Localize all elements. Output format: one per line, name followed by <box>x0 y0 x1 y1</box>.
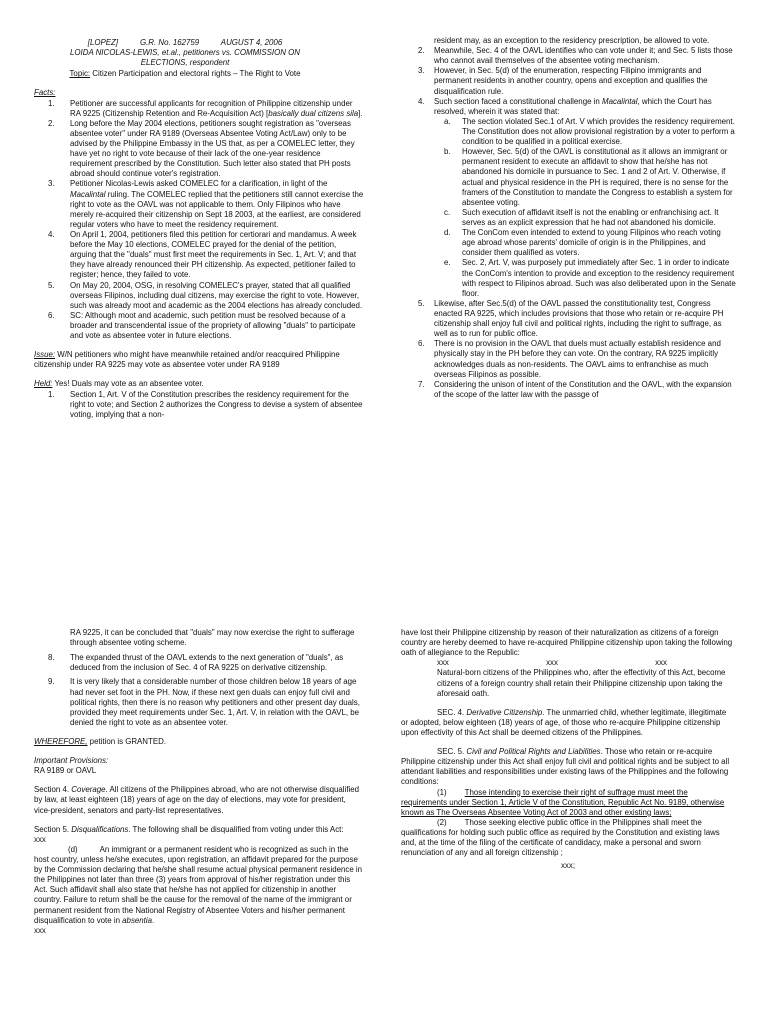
sub-item <box>442 208 736 228</box>
section5d-label: (d) <box>68 844 78 854</box>
facts-item-text: Petitioner are successful applicants for recognition of Philippine citizenship under RA 9225 (Citizenship Retention and Re-Acquisition Act) [basically dual citizens sila]. <box>70 98 363 118</box>
held-list-continued <box>418 46 736 117</box>
held-item <box>418 299 736 339</box>
sec4-derivative-text: . The unmarried child, whether legitimate, illegitimate or adopted, below eighteen (18) years of age, of those who re-acquire Philippine citizenship upon effectivity of this Act shall be deemed citizens of the Philippines. <box>401 707 727 737</box>
list-number: 9. <box>48 677 55 687</box>
issue-paragraph <box>34 350 364 370</box>
facts-item <box>44 179 364 230</box>
condition-1-text: Those intending to exercise their right of suffrage must meet the requirements under Section 1, Article V of the Constitution, Republic Act No. 9189, otherwise known as The Overseas Absentee Voting Act of 2003 and other existing laws; <box>401 787 725 817</box>
facts-item-text: On April 1, 2004, petitioners filed this petition for certiorari and mandamus. A week before the May 10 elections, COMELEC prayed for the denial of the petition, arguing that the "duals" must first meet the requirements in Sec. 1, Art. V; and that they have already renounced their PH citizenship. As expected, petitioner failed to register; hence, they failed to vote. <box>70 229 357 280</box>
sec4-derivative-label: SEC. 4. <box>437 707 467 717</box>
macalintal-sub-list <box>418 117 736 299</box>
section5d-italic: absentia <box>122 915 153 925</box>
condition-1 <box>401 788 735 818</box>
sec4-derivative-title: Derivative Citizenship <box>466 707 543 717</box>
facts-item-text: Petitioner Nicolas-Lewis asked COMELEC for a clarification, in light of the Macalintal ruling. The COMELEC replied that the petitioners still cannot exercise the right to vote as the OAVL was not applicable to them. Only Filipinos who have merely re-acquired their citizenship on Sept 18 2003, at the earliest, are considered regular voters who have to meet the residency requirement. <box>70 179 364 229</box>
held-item-text: There is no provision in the OAVL that duels must actually establish residence and physically stay in the PH before they can vote. On the contrary, RA 9225 implicitly acknowledges duals as non-residents. The OAVL aims to enfranchise as much overseas Filipinos as possible. <box>434 339 721 379</box>
held-item <box>418 380 736 400</box>
held-list-continued-2 <box>418 299 736 400</box>
list-number: 2. <box>418 46 425 56</box>
list-number: 8. <box>48 653 55 663</box>
section4-text: . All citizens of the Philippines abroad, who are not otherwise disqualified by law, at least eighteen (18) years of age on the day of elections, may vote for president, vice-president, senators and party-list representatives. <box>34 785 360 815</box>
facts-item <box>44 230 364 281</box>
topic-text: Citizen Participation and electoral rights – The Right to Vote <box>90 69 301 79</box>
condition-1-number: (1) <box>437 787 447 797</box>
held-item <box>44 677 364 728</box>
omission-marker-end: xxx; <box>560 861 576 871</box>
list-number: 1. <box>48 389 55 399</box>
list-letter: b. <box>444 147 451 157</box>
facts-item-text: Long before the May 2004 elections, petitioners sought registration as "overseas absentee voter" under RA 9189 (Overseas Absentee Voting Act/Law) only to be advised by the Philippine Embassy in the US that, as per a COMELEC letter, they have yet no right to vote because of their lack of the one-year residence requirement prescribed by the Constitution. Such letter also stated that PH posts abroad should continue voter's registration. <box>70 118 355 179</box>
held-item-continuation: resident may, as an exception to the residency prescription, be allowed to vote. <box>434 36 710 45</box>
section5d-text: An immigrant or a permanent resident who is recognized as such in the host country, unless he/she executes, upon registration, an affidavit prepared for the purpose by the Commission declaring that he/she shall resume actual physical permanent residence in the Philippines not later than three (3) years from approval of his/her registration under this Act. Such affidavit shall also state that he/she has not applied for citizenship in another country. Failure to return shall be the cause for the removal of the name of the immigrant or permanent resident from the National Registry of Absentee Voters and his/her permanent disqualification to vote in <box>34 844 363 925</box>
sub-item-text: Sec. 2, Art. V, was purposely put immediately after Sec. 1 in order to indicate the ConCom's intention to provide and exception to the residency requirement with respect to Filipinos abroad. Such was also deliberated upon in the Senate floor. <box>462 258 736 298</box>
held-item-text: Likewise, after Sec.5(d) of the OAVL passed the constitutionality test, Congress enacted RA 9225, which includes provisions that those who retain or re-acquire PH citizenship shall enjoy full civil and political rights, including the right to suffrage, as well as to run for public office. <box>434 298 724 339</box>
condition-2 <box>401 818 735 858</box>
omission-marker-partial: xxx <box>34 925 46 935</box>
held-item-continuation: RA 9225, it can be concluded that "duals" may now exercise the right to sufferage through absentee voting scheme. <box>70 628 355 648</box>
wherefore-label: WHEREFORE, <box>34 736 88 746</box>
held-item-text: Section 1, Art. V of the Constitution prescribes the residency requirement for the right to vote; and Section 2 authorizes the Congress to devise a system of absentee voting, implying that a non- <box>70 389 363 419</box>
held-item-text: It is very likely that a considerable number of those children below 18 years of age had never set foot in the PH. Now, if these next gen duals can enjoy full civil and political rights, then there is no reason why petitioners and other present day duals, provided they meet requirements under Sec. 1, Art. V, in relation with the OAVL, be denied the right to vote as an absentee voter. <box>70 677 360 727</box>
sec5-civil-label: SEC. 5. <box>437 747 467 757</box>
omission-marker: xxx <box>34 834 46 844</box>
case-header-line1: [LOPEZ] G.R. No. 162759 AUGUST 4, 2006 <box>87 38 283 47</box>
held-item-text: Considering the unison of intent of the Constitution and the OAVL, with the expansion of the scope of the latter law with the passge of <box>434 379 732 399</box>
held-item <box>418 46 736 66</box>
held-item <box>418 97 736 117</box>
page2-right-column <box>401 628 735 871</box>
held-list-continued-3 <box>34 653 364 728</box>
sub-item <box>442 228 736 258</box>
facts-heading: Facts: <box>34 88 56 98</box>
list-number: 2. <box>48 118 55 128</box>
condition-2-text: Those seeking elective public office in the Philippines shall meet the qualifications for holding such public office as required by the Constitution and existing laws and, at the time of the filing of the certificate of candidacy, make a personal and sworn renunciation of any and all foreign citizenship ; <box>401 817 720 858</box>
section5d-paragraph <box>34 845 364 926</box>
case-header-line2: LOIDA NICOLAS-LEWIS, et.al., petitioners vs. COMMISSION ON <box>70 48 300 58</box>
omission-row <box>437 658 667 668</box>
held-item-text: Meanwhile, Sec. 4 of the OAVL identifies who can vote under it; and Sec. 5 lists those who cannot avail themselves of the absentee voting mechanism. <box>434 46 733 66</box>
section5-paragraph <box>34 825 364 835</box>
held-item <box>44 390 364 420</box>
topic-label: Topic: <box>69 69 91 79</box>
sub-item-text: However, Sec. 5(d) of the OAVL is constitutional as it allows an immigrant or permanent resident to execute an affidavit to show that he/she has not abandoned his domicile in pursuance to Sec. 1 and 2 of Art. V. Otherwise, if actual and physical residence in the PH is required, there is no sense for the framers of the Constitution to mandate the Congress to establish a system for absentee voting. <box>462 147 733 207</box>
issue-text: W/N petitioners who might have meanwhile retained and/or reacquired Philippine citizenship under RA 9225 may vote as absentee voter under RA 9189 <box>34 350 340 370</box>
sec5-civil-paragraph <box>401 747 735 787</box>
facts-item <box>44 311 364 341</box>
sec5-civil-title: Civil and Political Rights and Liabilities <box>466 747 601 757</box>
topic-line <box>34 69 364 79</box>
section4-paragraph <box>34 785 364 815</box>
sec4-derivative-paragraph <box>401 708 735 738</box>
sub-item <box>442 147 736 208</box>
sub-item <box>442 117 736 147</box>
list-number: 5. <box>418 298 425 308</box>
condition-2-number: (2) <box>437 817 447 827</box>
page1-left-column <box>34 38 364 420</box>
wherefore-paragraph <box>34 737 364 747</box>
natural-born-paragraph <box>401 668 735 698</box>
held-paragraph <box>34 379 364 389</box>
held-item-text: Such section faced a constitutional challenge in Macalintal, which the Court has resolved, wherein it was stated that: <box>434 96 712 116</box>
sub-item-text: The section violated Sec.1 of Art. V which provides the residency requirement. The Constitution does not allow provisional registration by a voter to perform a condition to be qualified in a political exercise. <box>462 116 735 147</box>
facts-item <box>44 99 364 119</box>
case-header-line3: ELECTIONS, respondent <box>140 58 230 68</box>
held-item <box>418 66 736 96</box>
held-label: Held: <box>34 379 53 389</box>
section5d-end: . <box>152 915 155 925</box>
page1-right-column <box>418 36 736 400</box>
sub-item <box>442 258 736 298</box>
section5-label: Section 5. <box>34 824 72 834</box>
list-number: 6. <box>418 339 425 349</box>
list-number: 4. <box>48 229 55 239</box>
list-number: 3. <box>418 66 425 76</box>
list-letter: d. <box>444 228 451 238</box>
held-item-text: However, in Sec. 5(d) of the enumeration, respecting Filipino immigrants and permanent residents in another country, opens and exception and qualifies the disqualification rule. <box>434 66 708 96</box>
section4-title: Coverage <box>71 785 106 795</box>
facts-list <box>34 99 364 342</box>
held-item <box>44 653 364 673</box>
held-text: Yes! Duals may vote as an absentee voter. <box>52 379 204 389</box>
facts-item <box>44 281 364 311</box>
page2-left-column <box>34 628 364 935</box>
list-letter: e. <box>444 258 451 268</box>
omission-marker: xxx <box>546 658 558 668</box>
sec5-civil-text: . Those who retain or re-acquire Philippine citizenship under this Act shall enjoy full civil and political rights and be subject to all attendant liabilities and responsibilities under existing laws of the Philippines and the following conditions: <box>401 747 730 787</box>
facts-item <box>44 119 364 180</box>
issue-label: Issue: <box>34 350 56 360</box>
list-letter: a. <box>444 116 451 126</box>
section5-text: . The following shall be disqualified from voting under this Act: <box>128 824 344 834</box>
held-item-text: The expanded thrust of the OAVL extends to the next generation of "duals", as deduced from the inclusion of Sec. 4 of RA 9225 on derivative citizenship. <box>70 653 344 673</box>
important-provisions-subheading: RA 9189 or OAVL <box>34 766 97 776</box>
sub-item-text: The ConCom even intended to extend to young Filipinos who reach voting age abroad whose parents' domicile of origin is in the Philippines, and consider them qualified as voters. <box>462 228 721 258</box>
section5-title: Disqualifications <box>71 824 129 834</box>
document-page-2 <box>0 618 768 1024</box>
list-number: 4. <box>418 96 425 106</box>
list-number: 3. <box>48 179 55 189</box>
page-gap <box>0 580 768 618</box>
list-letter: c. <box>444 207 451 217</box>
list-number: 6. <box>48 310 55 320</box>
omission-marker: xxx <box>655 658 667 668</box>
facts-item-text: SC: Although moot and academic, such petition must be resolved because of a broader and transcendental issue of the propriety of allowing "duals" to participate and vote as absentee voter in future elections. <box>70 310 356 341</box>
ra9225-sec3-continuation: have lost their Philippine citizenship by reason of their naturalization as citizens of a foreign country are hereby deemed to have re-acquired Philippine citizenship upon taking the following oath of allegiance to the Republic: <box>401 628 733 658</box>
held-list <box>34 390 364 420</box>
list-number: 1. <box>48 98 55 108</box>
section4-label: Section 4. <box>34 785 72 795</box>
held-item <box>418 339 736 379</box>
omission-marker: xxx <box>437 658 449 668</box>
wherefore-text: petition is GRANTED. <box>87 736 166 746</box>
natural-born-text: Natural-born citizens of the Philippines who, after the effectivity of this Act, become citizens of a foreign country shall retain their Philippine citizenship upon taking the aforesaid oath. <box>437 668 726 698</box>
sub-item-text: Such execution of affidavit itself is not the enabling or enfranchising act. It serves as an explicit expression that he had not abandoned his domicile. <box>462 207 719 227</box>
important-provisions-heading: Important Provisions: <box>34 756 109 766</box>
facts-item-text: On May 20, 2004, OSG, in resolving COMELEC's prayer, stated that all qualified overseas Filipinos, including dual citizens, may exercise the right to vote. However, such was already moot and academic as the 2004 elections has already concluded. <box>70 280 363 310</box>
list-number: 7. <box>418 379 425 389</box>
list-number: 5. <box>48 280 55 290</box>
